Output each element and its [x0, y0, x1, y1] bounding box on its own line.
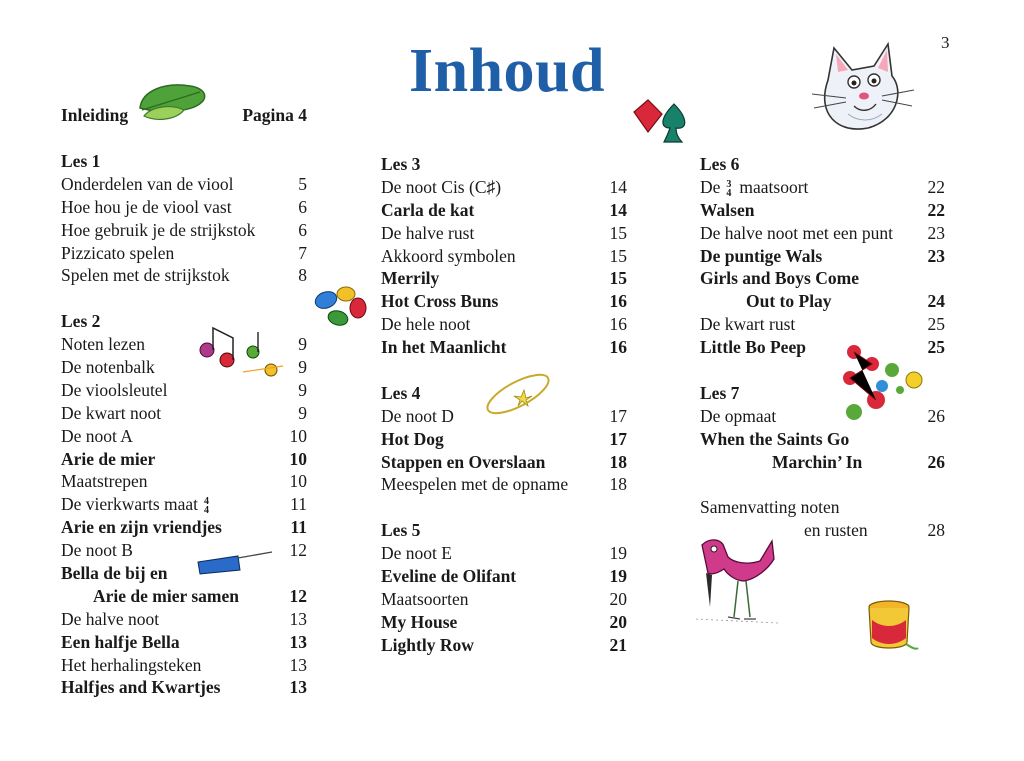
toc-entry-label: De halve noot [61, 608, 160, 629]
time-signature: 4 4 [204, 496, 210, 517]
time-signature: 3 4 [726, 178, 732, 199]
section-gap [700, 473, 945, 496]
toc-entry-page: 23 [927, 245, 945, 266]
toc-entry-page: 8 [298, 265, 307, 286]
toc-entry-label: De noot B [61, 540, 133, 561]
toc-entry-page: 16 [609, 337, 627, 358]
toc-entry-page: 12 [289, 540, 307, 561]
toc-entry-page: 20 [609, 611, 627, 632]
toc-column-1 [61, 150, 307, 699]
toc-entry[interactable] [381, 473, 627, 496]
toc-entry-label: De kwart noot [61, 402, 162, 423]
toc-entry-label: Hoe hou je de viool vast [61, 196, 232, 217]
section-gap [61, 287, 307, 310]
toc-entry-label: Maatsoorten [381, 588, 469, 609]
toc-entry-label: De notenbalk [61, 357, 155, 378]
toc-entry[interactable] [61, 196, 307, 219]
toc-entry-page: 18 [609, 474, 627, 495]
toc-entry-label: Spelen met de strijkstok [61, 265, 230, 286]
toc-entry-label: Little Bo Peep [700, 337, 806, 358]
toc-entry-page: 6 [298, 196, 307, 217]
toc-entry-page: 10 [289, 425, 307, 446]
toc-entry-label: Lightly Row [381, 634, 474, 655]
inleiding-label: Inleiding [61, 105, 129, 125]
toc-entry-label: Meespelen met de opname [381, 474, 569, 495]
toc-entry-page: 15 [609, 268, 627, 289]
music-notes-icon [195, 322, 285, 380]
toc-entry-page: 9 [298, 379, 307, 400]
page-number: 3 [941, 33, 950, 52]
toc-entry[interactable] [61, 219, 307, 242]
paint-tube-icon [194, 550, 274, 578]
toc-entry-label: De kwart rust [700, 314, 796, 335]
toc-entry-label: De opmaat [700, 405, 777, 426]
toc-entry-page: 14 [609, 176, 627, 197]
toc-entry-page: 7 [298, 242, 307, 263]
toc-entry[interactable] [61, 264, 307, 287]
toc-entry[interactable] [61, 585, 307, 608]
toc-entry[interactable] [61, 402, 307, 425]
toc-entry[interactable] [381, 245, 627, 268]
toc-entry-label: De noot A [61, 425, 133, 446]
toc-entry-label: De halve noot met een punt [700, 222, 893, 243]
lesson-heading: Les 4 [381, 382, 421, 403]
toc-entry-label: De noot Cis (C♯) [381, 176, 502, 197]
toc-entry-label: In het Maanlicht [381, 337, 507, 358]
toc-entry-page: 5 [298, 173, 307, 194]
toc-entry[interactable] [381, 565, 627, 588]
toc-entry[interactable] [61, 379, 307, 402]
toc-entry-label: De vioolsleutel [61, 379, 168, 400]
toc-entry-page: 15 [609, 245, 627, 266]
toc-entry-page: 25 [927, 337, 945, 358]
toc-entry[interactable] [61, 676, 307, 699]
moon-icon [482, 366, 554, 424]
toc-entry-page: 22 [927, 199, 945, 220]
toc-entry-label: My House [381, 611, 458, 632]
toc-entry-label: De halve rust [381, 222, 475, 243]
toc-entry[interactable] [381, 611, 627, 634]
lesson-heading: Les 7 [700, 382, 740, 403]
toc-entry-label: Halfjes and Kwartjes [61, 677, 221, 698]
toc-entry[interactable] [381, 290, 627, 313]
toc-entry-page: 10 [289, 471, 307, 492]
toc-entry-label: Pizzicato spelen [61, 242, 175, 263]
toc-entry[interactable] [700, 199, 945, 222]
toc-entry-label: Akkoord symbolen [381, 245, 516, 266]
toc-entry-page: 18 [609, 451, 627, 472]
toc-entry-label-suffix: maatsoort [739, 176, 809, 197]
lesson-heading: Les 2 [61, 311, 101, 332]
toc-entry-label: When the Saints Go [700, 428, 850, 449]
toc-entry[interactable] [700, 496, 945, 519]
lesson-heading: Les 1 [61, 151, 101, 171]
toc-entry-page: 16 [609, 291, 627, 312]
toc-entry[interactable] [381, 336, 627, 359]
toc-entry-label: Arie de mier samen [93, 585, 239, 606]
toc-entry-page: 11 [290, 517, 307, 538]
toc-entry[interactable] [381, 634, 627, 657]
toc-entry-page: 11 [290, 494, 307, 515]
toc-entry-label: De [700, 176, 721, 197]
toc-entry-page: 10 [289, 448, 307, 469]
toc-entry-label: Samenvatting noten [700, 497, 840, 518]
lesson-heading: Les 5 [381, 520, 421, 541]
toc-entry[interactable] [61, 242, 307, 265]
cat-icon [808, 40, 916, 138]
toc-entry-page: 13 [289, 608, 307, 629]
toc-entry[interactable] [381, 313, 627, 336]
section-gap [381, 496, 627, 519]
toc-entry-label: Arie en zijn vriendjes [61, 517, 222, 538]
toc-entry[interactable] [700, 245, 945, 268]
lesson-heading: Les 3 [381, 154, 421, 174]
toc-entry-page: 25 [927, 314, 945, 335]
toc-entry-page: 24 [927, 291, 945, 312]
toc-entry-label: Het herhalingsteken [61, 654, 202, 675]
card-suits-icon [630, 98, 692, 148]
toc-entry[interactable] [61, 608, 307, 631]
toc-entry[interactable] [381, 588, 627, 611]
toc-entry[interactable] [700, 176, 945, 199]
jelly-beans-icon [310, 278, 374, 338]
toc-entry-page: 21 [609, 634, 627, 655]
toc-entry-label: De noot E [381, 543, 452, 564]
toc-entry-page: 28 [927, 520, 945, 541]
toc-entry-label: Maatstrepen [61, 471, 148, 492]
toc-entry-page: 13 [289, 631, 307, 652]
toc-entry-page: 23 [927, 222, 945, 243]
toc-entry-label: Eveline de Olifant [381, 566, 517, 587]
toc-entry-label: De noot D [381, 405, 454, 426]
toc-entry-page: 9 [298, 402, 307, 423]
toc-entry-page: 17 [609, 428, 627, 449]
toc-entry-label: en rusten [804, 520, 868, 541]
toc-entry[interactable] [61, 654, 307, 677]
leaf-icon [132, 78, 212, 124]
toc-entry-label: Noten lezen [61, 334, 146, 355]
toc-entry[interactable] [381, 542, 627, 565]
toc-entry-label: Hoe gebruik je de strijkstok [61, 219, 256, 240]
toc-entry[interactable] [700, 313, 945, 336]
toc-entry-label: Carla de kat [381, 199, 475, 220]
toc-entry[interactable] [381, 176, 627, 199]
toc-entry-page: 9 [298, 334, 307, 355]
toc-entry[interactable] [61, 173, 307, 196]
toc-entry-page: 14 [609, 199, 627, 220]
bird-icon [688, 533, 782, 633]
toc-entry-label: Hot Cross Buns [381, 291, 499, 312]
candy-icon [838, 342, 932, 432]
toc-entry-page: 15 [609, 222, 627, 243]
toc-entry-page: 19 [609, 566, 627, 587]
toc-entry-label: Merrily [381, 268, 440, 289]
toc-entry-label: Marchin’ In [772, 451, 863, 472]
toc-entry-label: Stappen en Overslaan [381, 451, 546, 472]
toc-entry-label: Arie de mier [61, 448, 156, 469]
toc-entry[interactable] [61, 493, 307, 516]
toc-entry[interactable] [61, 425, 307, 448]
toc-entry-label: Out to Play [746, 291, 832, 312]
toc-entry[interactable] [381, 222, 627, 245]
toc-entry-page: 22 [927, 176, 945, 197]
toc-entry-label: De vierkwarts maat [61, 494, 199, 515]
toc-entry-label: De puntige Wals [700, 245, 823, 266]
toc-entry[interactable] [700, 451, 945, 474]
toc-entry[interactable] [61, 516, 307, 539]
toc-entry-page: 20 [609, 588, 627, 609]
toc-entry-page: 9 [298, 357, 307, 378]
toc-entry[interactable] [381, 451, 627, 474]
toc-entry-label: Girls and Boys Come [700, 268, 859, 289]
toc-entry[interactable] [61, 631, 307, 654]
toc-entry-page: 16 [609, 314, 627, 335]
toc-entry[interactable] [381, 199, 627, 222]
page-title: Inhoud [408, 37, 606, 105]
toc-entry-page: 12 [289, 585, 307, 606]
toc-entry-label: Bella de bij en [61, 563, 168, 584]
toc-entry-label: De hele noot [381, 314, 471, 335]
toc-entry-page: 17 [609, 405, 627, 426]
toc-entry[interactable] [381, 428, 627, 451]
toc-entry[interactable] [700, 222, 945, 245]
lesson-heading: Les 6 [700, 154, 740, 174]
toc-entry-page: 13 [289, 677, 307, 698]
toc-entry-page: 19 [609, 543, 627, 564]
paint-jar-icon [862, 598, 920, 656]
toc-entry-label: Onderdelen van de viool [61, 173, 234, 194]
toc-entry-page: 26 [927, 451, 945, 472]
toc-entry[interactable] [61, 470, 307, 493]
inleiding-page: Pagina 4 [242, 105, 307, 125]
toc-entry-page: 26 [927, 405, 945, 426]
toc-entry[interactable] [700, 290, 945, 313]
toc-entry-label: Hot Dog [381, 428, 444, 449]
toc-entry-label: Walsen [700, 199, 755, 220]
toc-entry[interactable] [381, 267, 627, 290]
toc-entry-page: 6 [298, 219, 307, 240]
toc-entry-page: 13 [289, 654, 307, 675]
toc-entry-label: Een halfje Bella [61, 631, 180, 652]
toc-entry[interactable] [700, 267, 945, 290]
toc-entry[interactable] [61, 448, 307, 471]
